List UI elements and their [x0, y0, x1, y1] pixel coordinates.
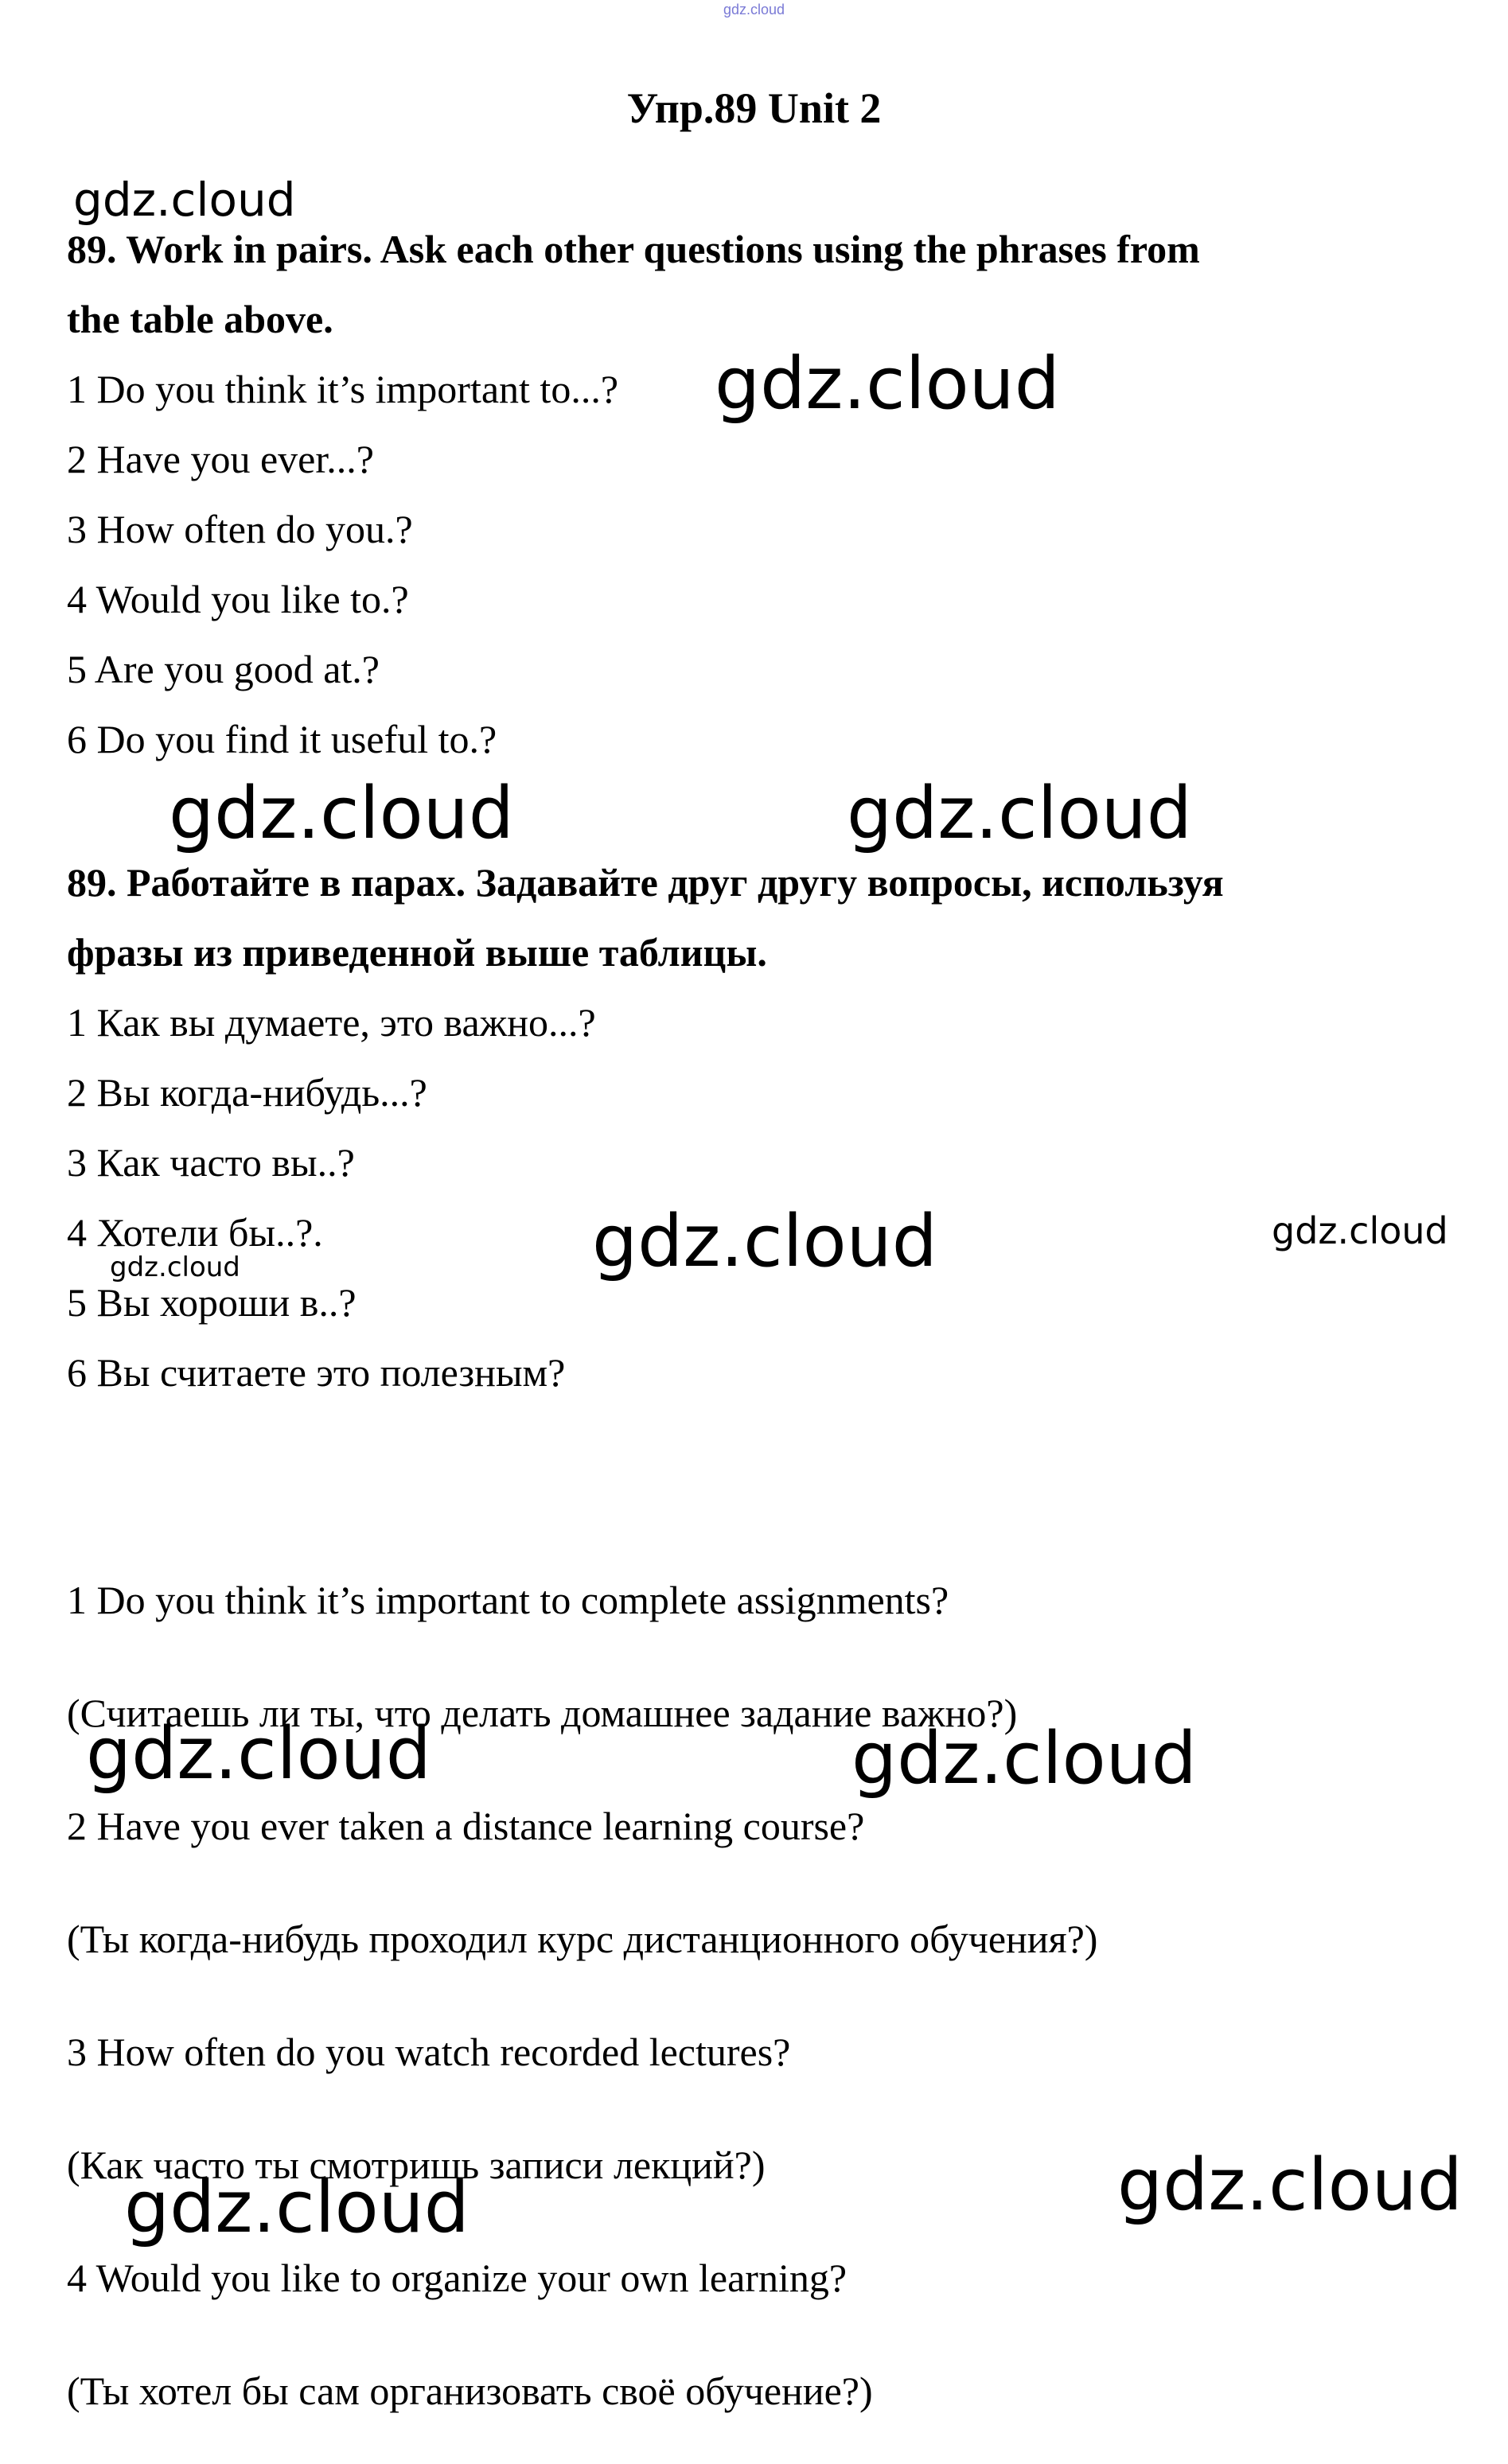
russian-item-6: 6 Вы считаете это полезным?: [67, 1350, 566, 1395]
answer-1-translation: (Считаешь ли ты, что делать домашнее задание важно?): [67, 1691, 1018, 1735]
answer-4-translation: (Ты хотел бы сам организовать своё обучение?): [67, 2369, 873, 2413]
english-item-2: 2 Have you ever...?: [67, 437, 374, 481]
russian-item-1: 1 Как вы думаете, это важно...?: [67, 1000, 596, 1045]
russian-item-4: 4 Хотели бы..?.: [67, 1210, 323, 1255]
russian-task-heading-line-1: 89. Работайте в парах. Задавайте друг другу вопросы, используя: [67, 860, 1224, 905]
russian-item-2: 2 Вы когда-нибудь...?: [67, 1070, 427, 1115]
russian-item-3: 3 Как часто вы..?: [67, 1140, 355, 1185]
watermark: gdz.cloud: [110, 1251, 240, 1283]
top-watermark: gdz.cloud: [723, 2, 785, 18]
english-task-heading-line-1: 89. Work in pairs. Ask each other questions using the phrases from: [67, 227, 1200, 271]
answer-2-translation: (Ты когда-нибудь проходил курс дистанционного обучения?): [67, 1917, 1098, 1961]
watermark: gdz.cloud: [1272, 1209, 1448, 1252]
english-item-6: 6 Do you find it useful to.?: [67, 717, 497, 761]
watermark: gdz.cloud: [851, 1717, 1197, 1800]
english-item-5: 5 Are you good at.?: [67, 647, 380, 691]
watermark: gdz.cloud: [73, 173, 296, 227]
watermark: gdz.cloud: [124, 2166, 470, 2249]
page-title: Упр.89 Unit 2: [626, 84, 882, 132]
russian-task-heading-line-2: фразы из приведенной выше таблицы.: [67, 930, 767, 975]
english-item-3: 3 How often do you.?: [67, 507, 413, 551]
watermark: gdz.cloud: [847, 772, 1192, 855]
english-item-1: 1 Do you think it’s important to...?: [67, 367, 619, 411]
answer-3-translation: (Как часто ты смотришь записи лекций?): [67, 2143, 766, 2187]
answer-2-question: 2 Have you ever taken a distance learning course?: [67, 1804, 865, 1848]
english-item-4: 4 Would you like to.?: [67, 577, 409, 621]
english-task-heading-line-2: the table above.: [67, 297, 333, 341]
answer-1-question: 1 Do you think it’s important to complete assignments?: [67, 1578, 949, 1622]
answer-4-question: 4 Would you like to organize your own learning?: [67, 2256, 848, 2300]
watermark: gdz.cloud: [169, 772, 514, 855]
watermark: gdz.cloud: [1117, 2143, 1463, 2227]
watermark: gdz.cloud: [592, 1200, 937, 1283]
watermark: gdz.cloud: [715, 342, 1060, 426]
answer-3-question: 3 How often do you watch recorded lectures?: [67, 2030, 791, 2074]
watermark: gdz.cloud: [86, 1712, 431, 1796]
russian-item-5: 5 Вы хороши в..?: [67, 1280, 357, 1325]
